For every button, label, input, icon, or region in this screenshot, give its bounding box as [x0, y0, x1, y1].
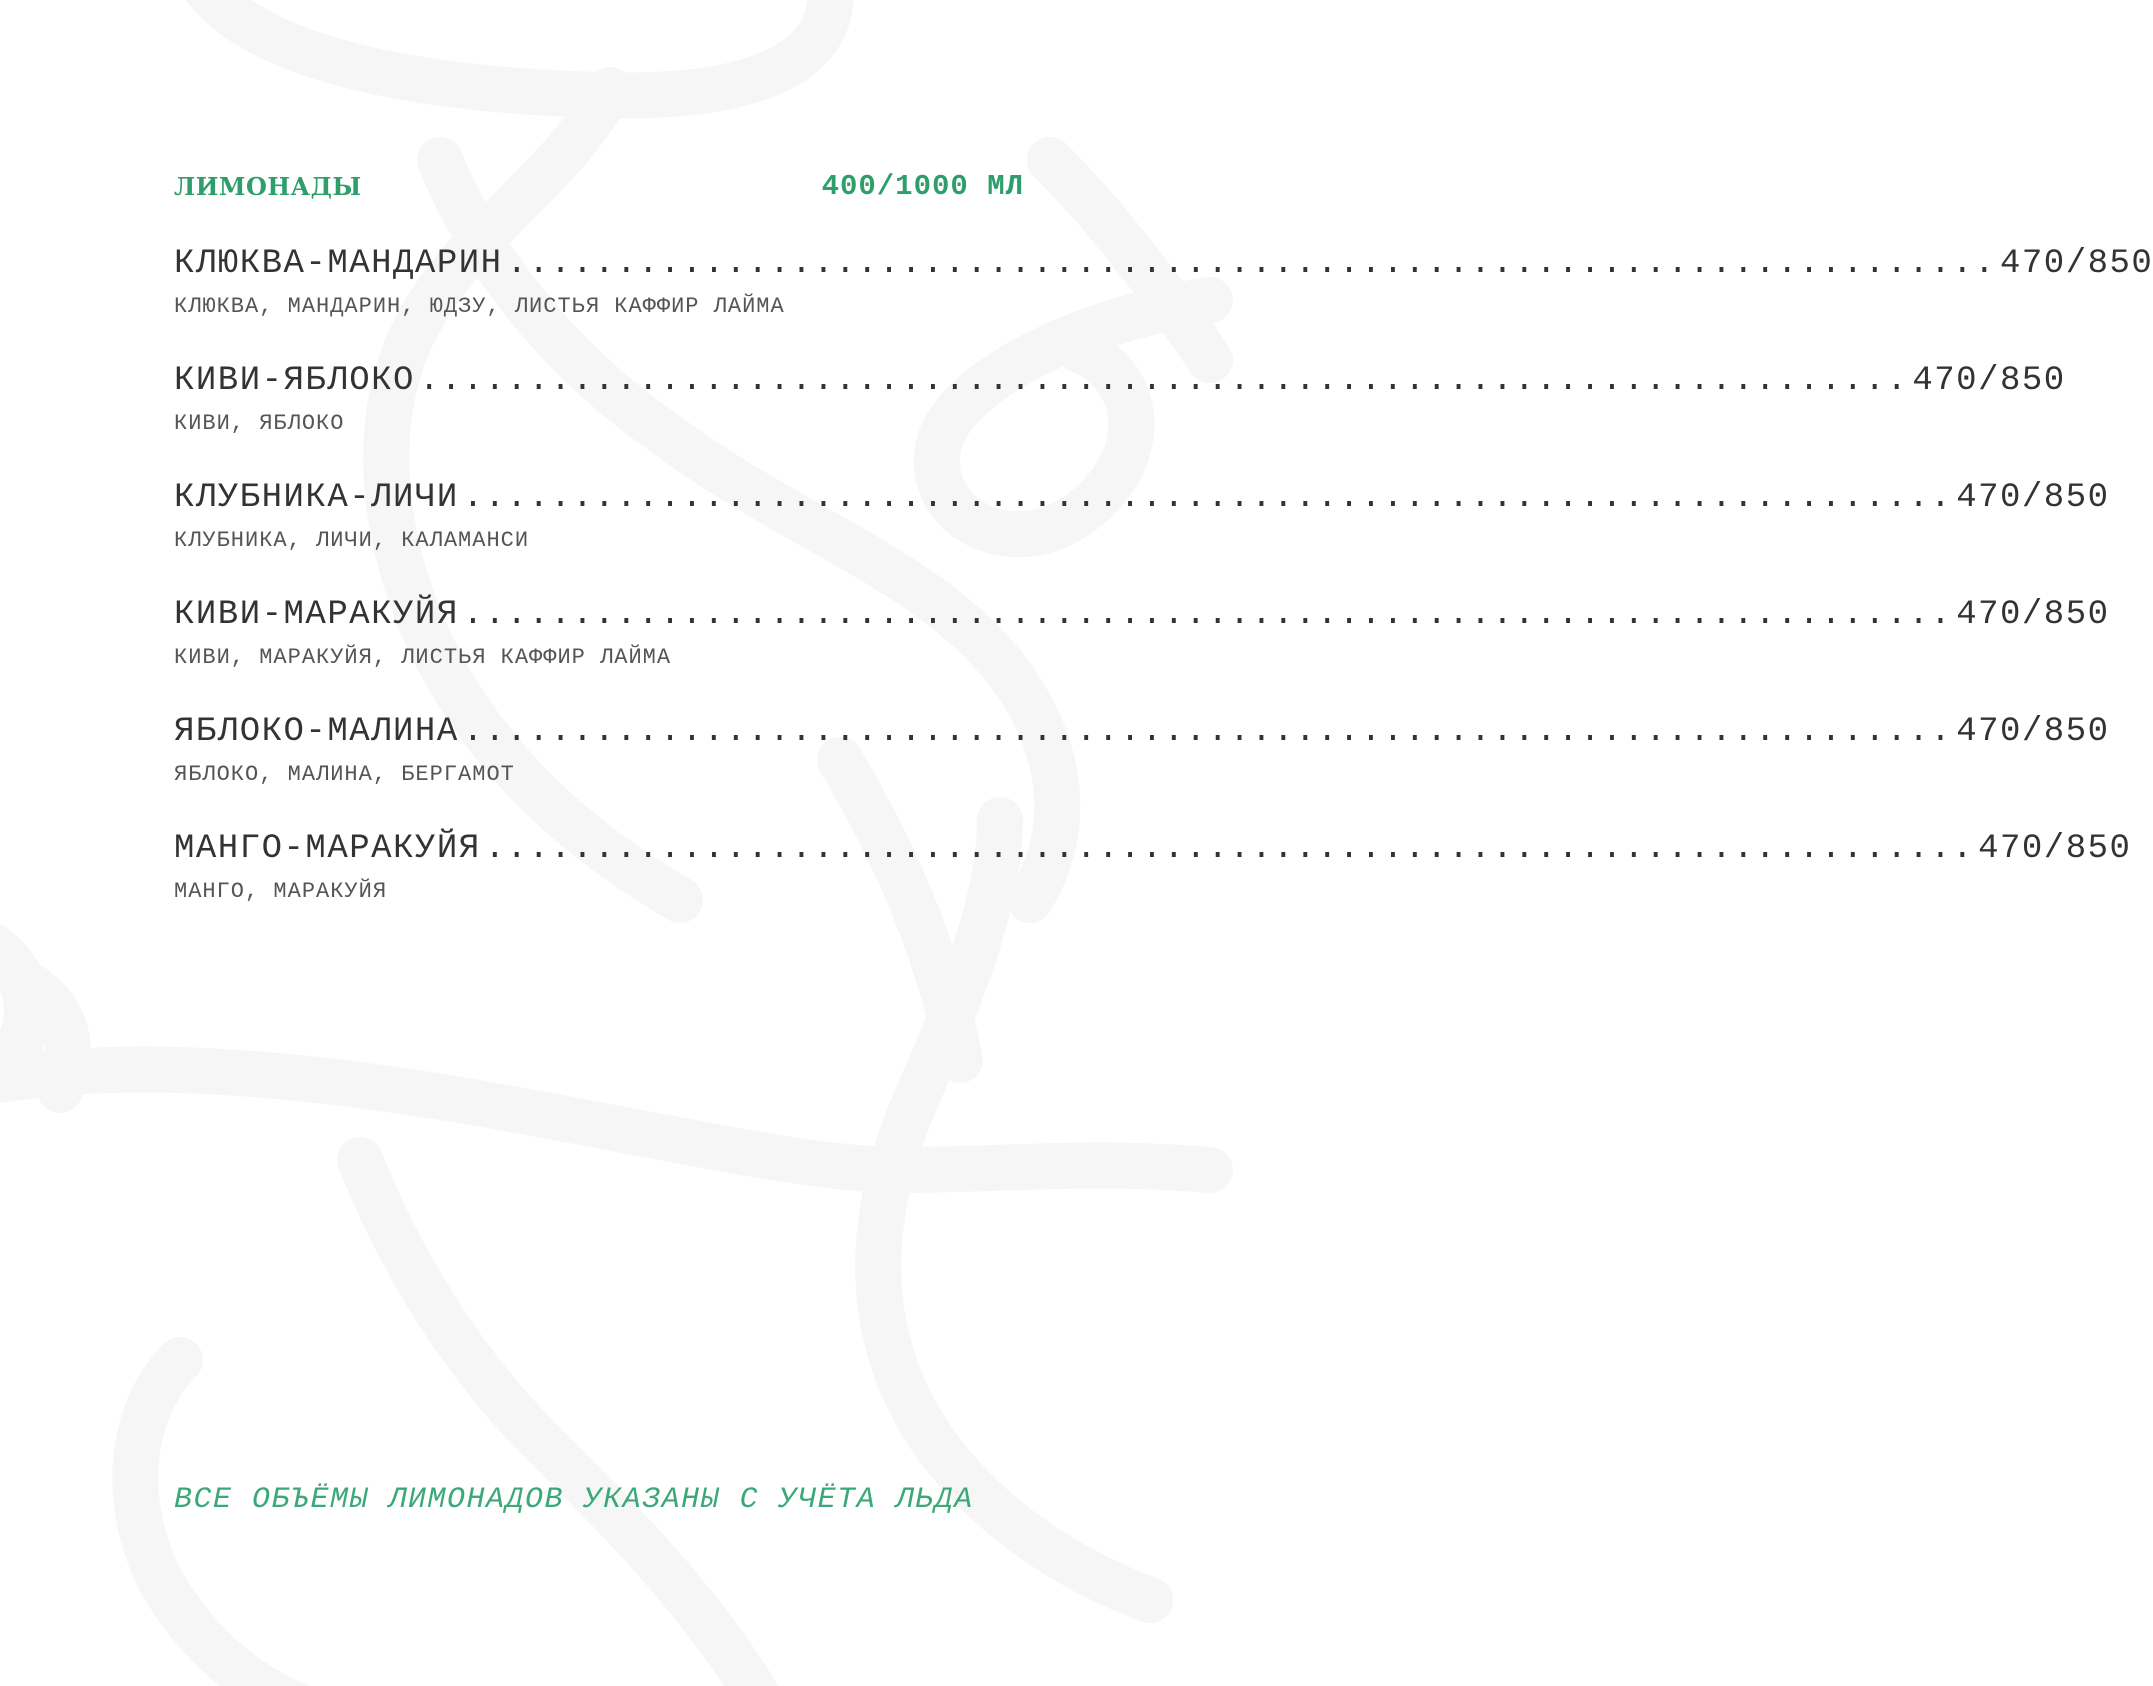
menu-item [174, 478, 2110, 554]
item-price: 470/850 [1978, 830, 2132, 868]
menu-item-line [174, 829, 2132, 869]
dot-leader: .................................................................... [462, 596, 1953, 634]
item-price: 470/850 [2000, 245, 2153, 283]
dot-leader: .................................................................... [418, 362, 1909, 400]
menu-item [174, 361, 2066, 437]
dot-leader: .................................................................... [462, 713, 1953, 751]
item-name: КЛЮКВА-МАНДАРИН [174, 245, 503, 283]
menu-item [174, 712, 2110, 788]
item-description: КИВИ, ЯБЛОКО [174, 411, 345, 436]
item-description: МАНГО, МАРАКУЙЯ [174, 879, 388, 904]
volume-label: 400/1000 МЛ [821, 169, 1024, 203]
section-header [174, 168, 1024, 204]
item-price: 470/850 [1956, 596, 2110, 634]
menu-item-line [174, 712, 2110, 752]
menu-item-line [174, 478, 2110, 518]
menu-item [174, 595, 2110, 671]
dot-leader: .................................................................... [506, 245, 1996, 283]
dot-leader: .................................................................... [484, 830, 1975, 868]
item-price: 470/850 [1956, 713, 2110, 751]
item-description: ЯБЛОКО, МАЛИНА, БЕРГАМОТ [174, 762, 515, 787]
item-description: КЛУБНИКА, ЛИЧИ, КАЛАМАНСИ [174, 528, 530, 553]
item-name: КИВИ-МАРАКУЙЯ [174, 596, 459, 634]
menu-item-line [174, 595, 2110, 635]
item-name: МАНГО-МАРАКУЙЯ [174, 830, 481, 868]
menu-item-line [174, 361, 2066, 401]
menu-item [174, 244, 2153, 320]
menu-item [174, 829, 2132, 905]
item-price: 470/850 [1956, 479, 2110, 517]
item-price: 470/850 [1912, 362, 2066, 400]
section-title: ЛИМОНАДЫ [174, 171, 362, 201]
menu-item-line [174, 244, 2153, 284]
item-name: КИВИ-ЯБЛОКО [174, 362, 415, 400]
footnote: ВСЕ ОБЪЁМЫ ЛИМОНАДОВ УКАЗАНЫ С УЧЁТА ЛЬДА [174, 1483, 974, 1517]
item-name: ЯБЛОКО-МАЛИНА [174, 713, 459, 751]
dot-leader: .................................................................... [462, 479, 1953, 517]
item-description: КИВИ, МАРАКУЙЯ, ЛИСТЬЯ КАФФИР ЛАЙМА [174, 645, 672, 670]
item-description: КЛЮКВА, МАНДАРИН, ЮДЗУ, ЛИСТЬЯ КАФФИР ЛАЙМА [174, 294, 785, 319]
item-name: КЛУБНИКА-ЛИЧИ [174, 479, 459, 517]
